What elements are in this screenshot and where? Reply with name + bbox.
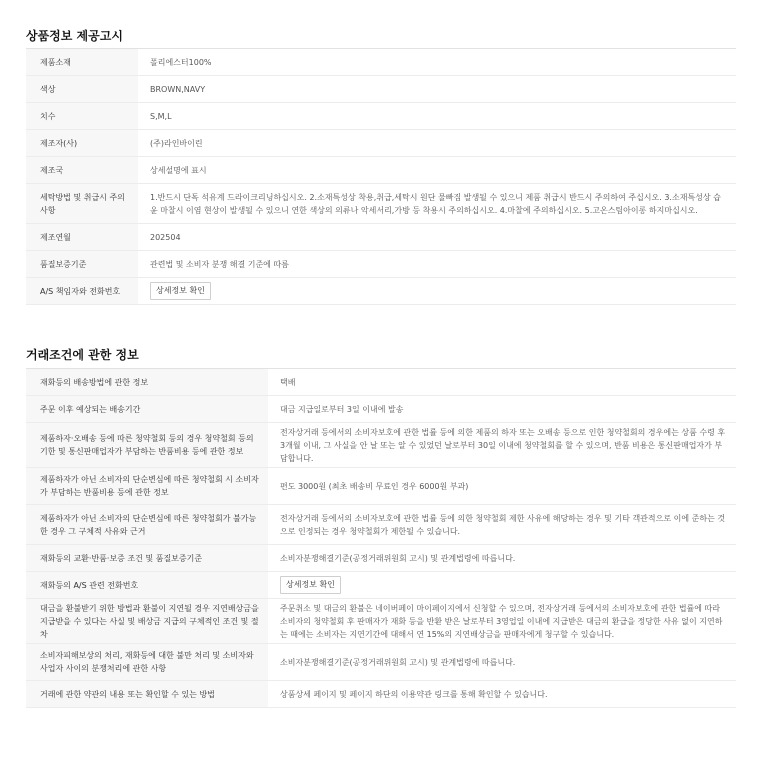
row-value: 202504 [138, 224, 736, 251]
row-key: 재화등의 A/S 관련 전화번호 [26, 572, 268, 599]
info-row [26, 76, 736, 103]
info-row [26, 681, 736, 708]
row-value: 상품상세 페이지 및 페이지 하단의 이용약관 링크를 통해 확인할 수 있습니다. [268, 681, 736, 708]
trade-info-title: 거래조건에 관한 정보 [26, 348, 139, 362]
info-row [26, 49, 736, 76]
detail-info-button[interactable]: 상세정보 확인 [280, 576, 341, 594]
row-value: (주)라인바이린 [138, 130, 736, 157]
row-key: 색상 [26, 76, 138, 103]
row-value [138, 278, 736, 305]
row-key: 품질보증기준 [26, 251, 138, 278]
row-key: 제품하자가 아닌 소비자의 단순변심에 따른 청약철회 시 소비자가 부담하는 반품비용 등에 관한 정보 [26, 468, 268, 505]
row-key: 제조자(사) [26, 130, 138, 157]
row-value: 편도 3000원 (최초 배송비 무료인 경우 6000원 부과) [268, 468, 736, 505]
row-key: 주문 이후 예상되는 배송기간 [26, 396, 268, 423]
row-key: 재화등의 배송방법에 관한 정보 [26, 369, 268, 396]
row-value: 대금 지급일로부터 3일 이내에 발송 [268, 396, 736, 423]
row-key: 제품하자가 아닌 소비자의 단순변심에 따른 청약철회가 불가능한 경우 그 구체적 사유와 근거 [26, 505, 268, 545]
row-value: 전자상거래 등에서의 소비자보호에 관한 법률 등에 의한 청약철회 제한 사유에 해당하는 경우 및 기타 객관적으로 이에 준하는 것으로 인정되는 경우 청약철회가 제한될 수 있습니다. [268, 505, 736, 545]
row-key: 제품소재 [26, 49, 138, 76]
trade-info-table [26, 368, 736, 708]
row-value: 전자상거래 등에서의 소비자보호에 관한 법률 등에 의한 제품의 하자 또는 오배송 등으로 인한 청약철회의 경우에는 상품 수령 후 3개월 이내, 그 사실을 안 날 또는 알 수 있었던 날로부터 30일 이내에 청약철회를 할 수 있으며, 반품 비용은 통신판매업자가 부담합니다. [268, 423, 736, 468]
info-row [26, 505, 736, 545]
info-row [26, 278, 736, 305]
info-row [26, 599, 736, 644]
row-value: S,M,L [138, 103, 736, 130]
info-row [26, 644, 736, 681]
row-value: 폴리에스터100% [138, 49, 736, 76]
detail-info-button[interactable]: 상세정보 확인 [150, 282, 211, 300]
info-row [26, 103, 736, 130]
row-key: 대금을 환불받기 위한 방법과 환불이 지연될 경우 지연배상금을 지급받을 수 있다는 사실 및 배상금 지급의 구체적인 조건 및 절차 [26, 599, 268, 644]
row-key: 제조국 [26, 157, 138, 184]
row-key: 제품하자·오배송 등에 따른 청약철회 등의 경우 청약철회 등의 기한 및 통신판매업자가 부담하는 반품비용 등에 관한 정보 [26, 423, 268, 468]
info-row [26, 468, 736, 505]
info-row [26, 423, 736, 468]
info-row [26, 545, 736, 572]
row-value: 1.반드시 단독 석유계 드라이크리닝하십시오. 2.소재특성상 착용,취급,세탁시 원단 물빠짐 발생될 수 있으니 제품 취급시 반드시 주의하여 주십시오. 3.소재특성상 습윤 마찰시 이염 현상이 발생될 수 있으니 연한 색상의 의류나 악세서리,가방 등 착용시 주의하십시오. 4.마찰에 주의하십시오. 5.고온스팀아이롱 하지마십시오. [138, 184, 736, 224]
product-info-table [26, 48, 736, 305]
row-value: 관련법 및 소비자 분쟁 해결 기준에 따름 [138, 251, 736, 278]
row-value: 주문취소 및 대금의 환불은 네이버페이 마이페이지에서 신청할 수 있으며, 전자상거래 등에서의 소비자보호에 관한 법률에 따라 소비자의 청약철회 후 판매자가 재화 등을 반환 받은 날로부터 3영업일 이내에 지급받은 대금의 환급을 정당한 사유 없이 지연하는 때에는 소비자는 지연기간에 대해서 연 15%의 지연배상금을 판매자에게 청구할 수 있습니다. [268, 599, 736, 644]
row-key: 제조연월 [26, 224, 138, 251]
product-info-title: 상품정보 제공고시 [26, 29, 123, 43]
row-value: 소비자분쟁해결기준(공정거래위원회 고시) 및 관계법령에 따릅니다. [268, 545, 736, 572]
info-row [26, 157, 736, 184]
info-row [26, 224, 736, 251]
info-row [26, 251, 736, 278]
row-value: 택배 [268, 369, 736, 396]
info-row [26, 572, 736, 599]
row-key: 치수 [26, 103, 138, 130]
row-key: 재화등의 교환·반품·보증 조건 및 품질보증기준 [26, 545, 268, 572]
row-key: A/S 책임자와 전화번호 [26, 278, 138, 305]
row-key: 거래에 관한 약관의 내용 또는 확인할 수 있는 방법 [26, 681, 268, 708]
info-row [26, 396, 736, 423]
row-value: 소비자분쟁해결기준(공정거래위원회 고시) 및 관계법령에 따릅니다. [268, 644, 736, 681]
row-value: 상세설명에 표시 [138, 157, 736, 184]
row-value: BROWN,NAVY [138, 76, 736, 103]
row-key: 소비자피해보상의 처리, 재화등에 대한 불만 처리 및 소비자와 사업자 사이의 분쟁처리에 관한 사항 [26, 644, 268, 681]
info-row [26, 130, 736, 157]
info-row [26, 184, 736, 224]
info-row [26, 369, 736, 396]
row-key: 세탁방법 및 취급시 주의사항 [26, 184, 138, 224]
row-value [268, 572, 736, 599]
